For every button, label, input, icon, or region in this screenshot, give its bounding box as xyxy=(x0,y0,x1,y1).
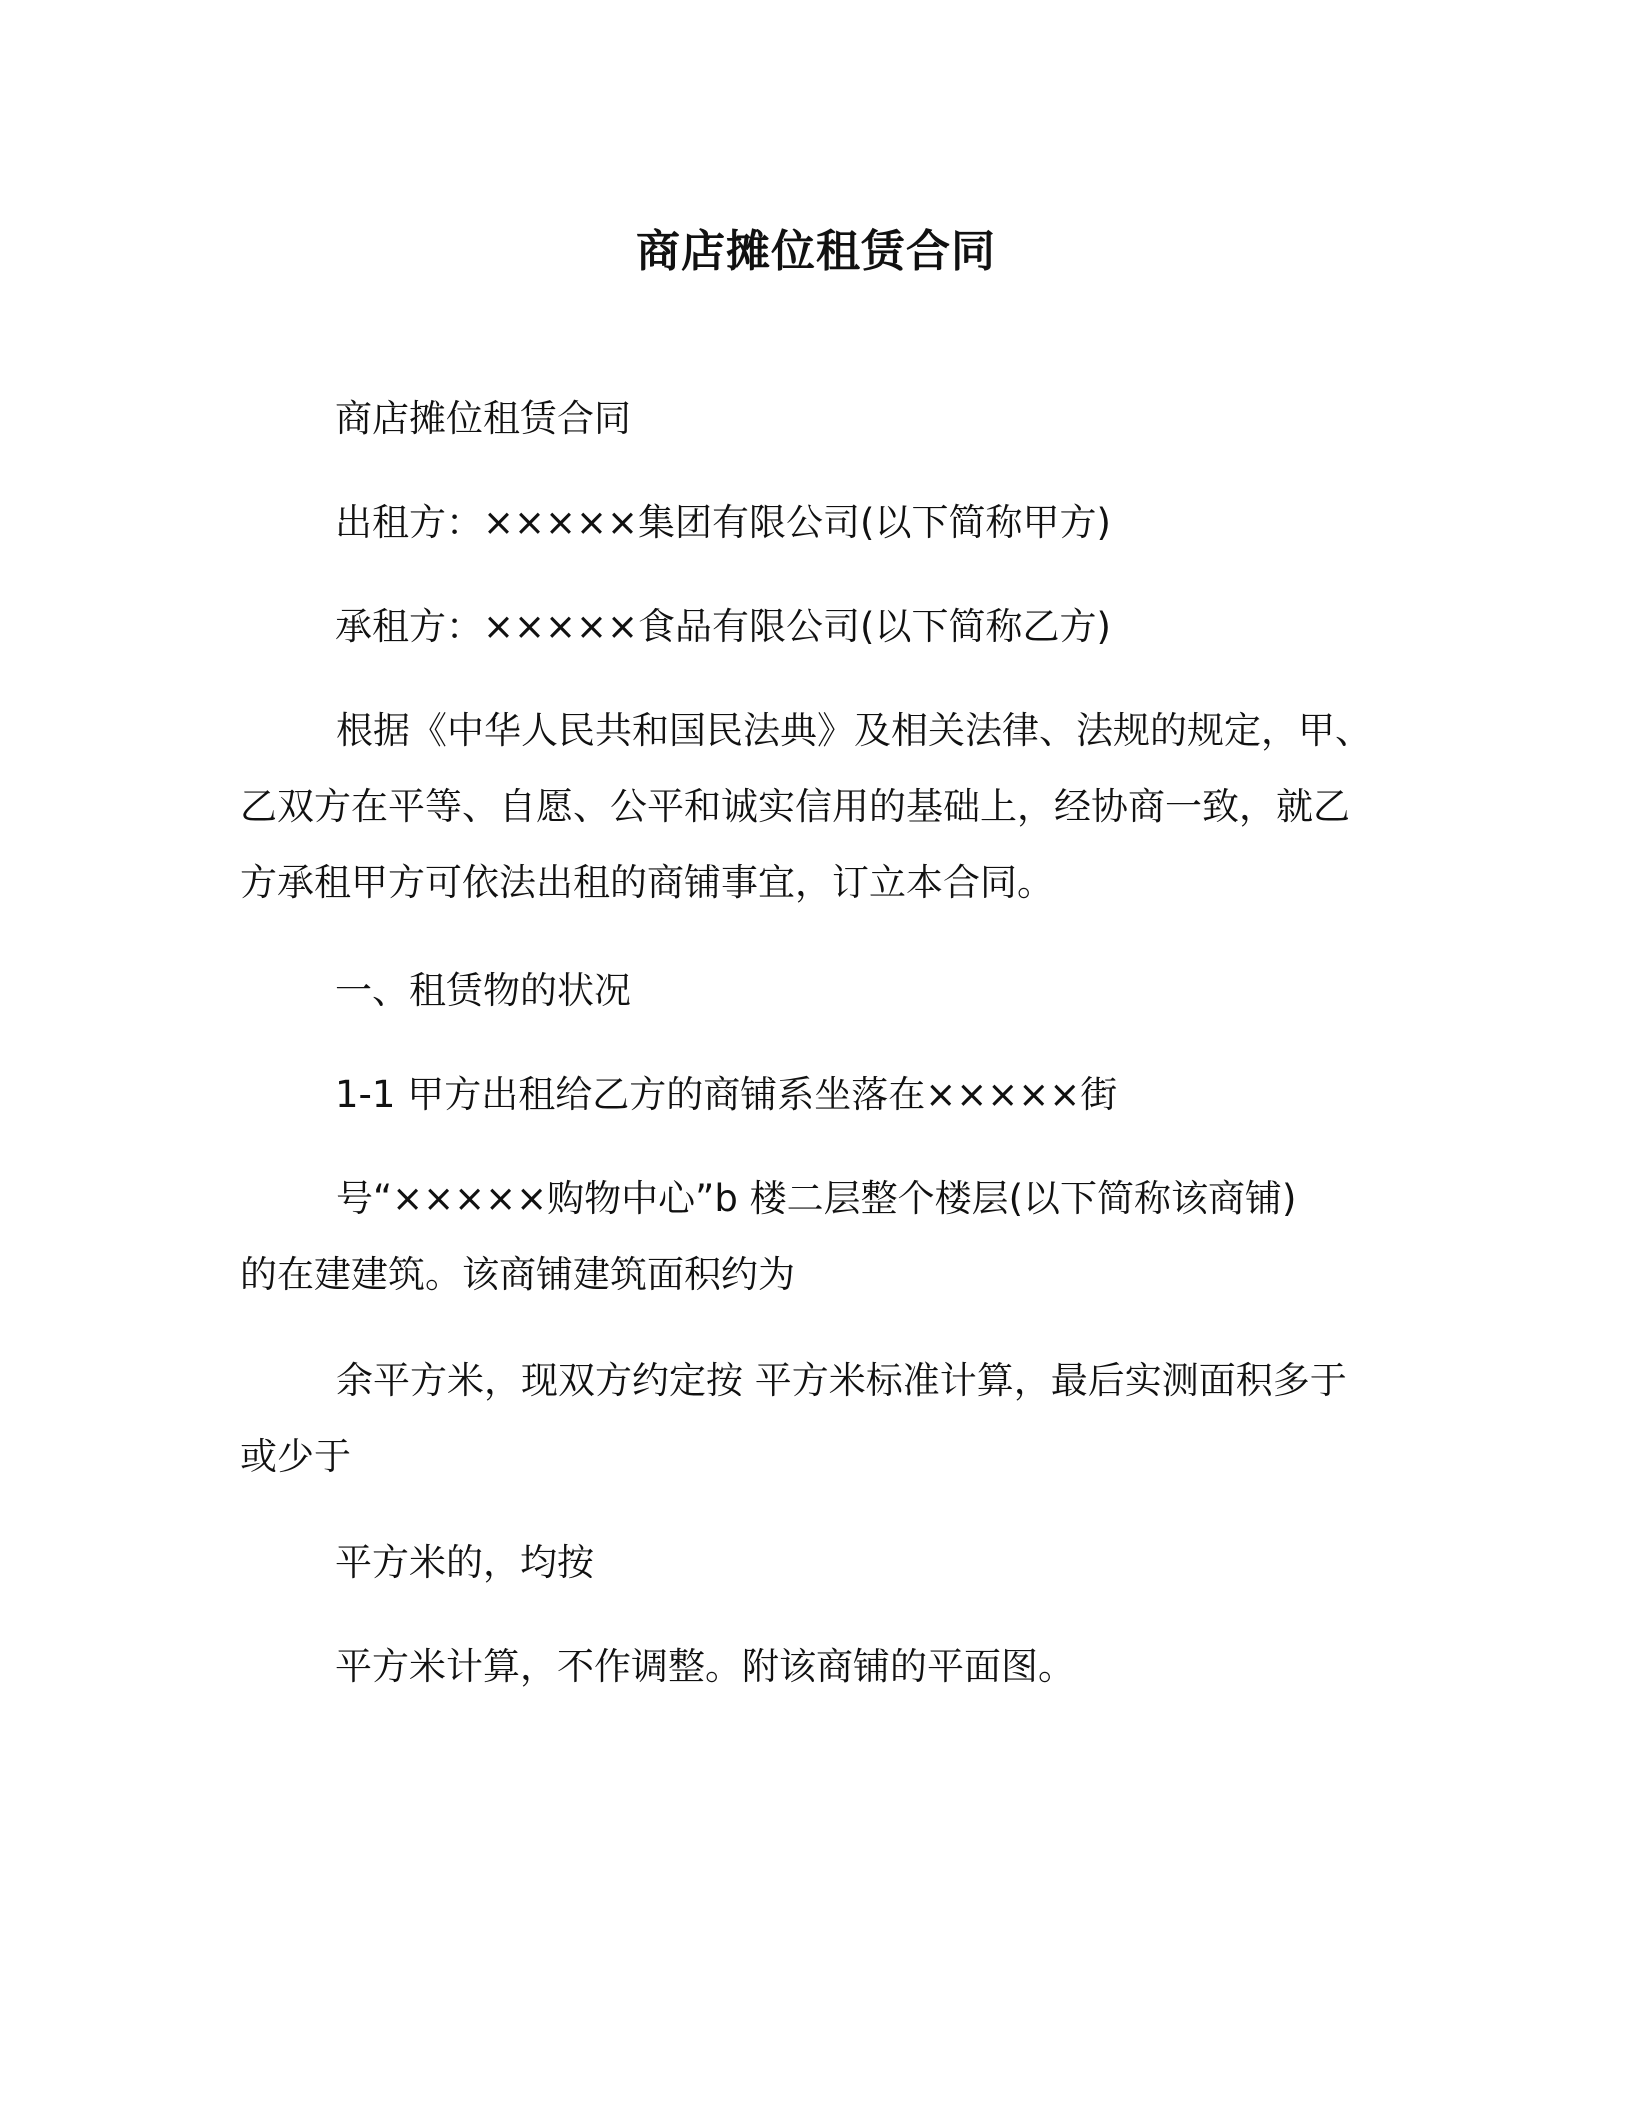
area-line-2: 或少于 xyxy=(240,1435,351,1478)
preamble-line-2: 乙双方在平等、自愿、公平和诚实信用的基础上，经协商一致，就乙 xyxy=(240,785,1350,828)
clause-1-1: 1-1 甲方出租给乙方的商铺系坐落在×××××街 xyxy=(335,1073,1118,1116)
preamble-line-3: 方承租甲方可依法出租的商铺事宜，订立本合同。 xyxy=(240,861,1054,904)
preamble-line-1: 根据《中华人民共和国民法典》及相关法律、法规的规定，甲、 xyxy=(336,709,1372,752)
paragraph-area-rule: 平方米的，均按 xyxy=(335,1541,594,1584)
paragraph-preamble xyxy=(240,693,1400,921)
location-line-1: 号“×××××购物中心”b 楼二层整个楼层(以下简称该商铺) xyxy=(336,1177,1297,1220)
paragraph-lessor: 出租方：×××××集团有限公司(以下简称甲方) xyxy=(335,501,1111,544)
paragraph-area-calc: 平方米计算，不作调整。附该商铺的平面图。 xyxy=(335,1645,1075,1688)
section-heading-1: 一、租赁物的状况 xyxy=(335,969,631,1012)
area-line-1: 余平方米，现双方约定按 平方米标准计算，最后实测面积多于 xyxy=(336,1359,1347,1402)
paragraph-subtitle: 商店摊位租赁合同 xyxy=(335,397,631,440)
paragraph-lessee: 承租方：×××××食品有限公司(以下简称乙方) xyxy=(335,605,1111,648)
location-line-2: 的在建建筑。该商铺建筑面积约为 xyxy=(240,1253,795,1296)
document-title: 商店摊位租赁合同 xyxy=(636,226,996,277)
paragraph-area xyxy=(240,1343,1400,1495)
paragraph-location xyxy=(240,1161,1400,1313)
